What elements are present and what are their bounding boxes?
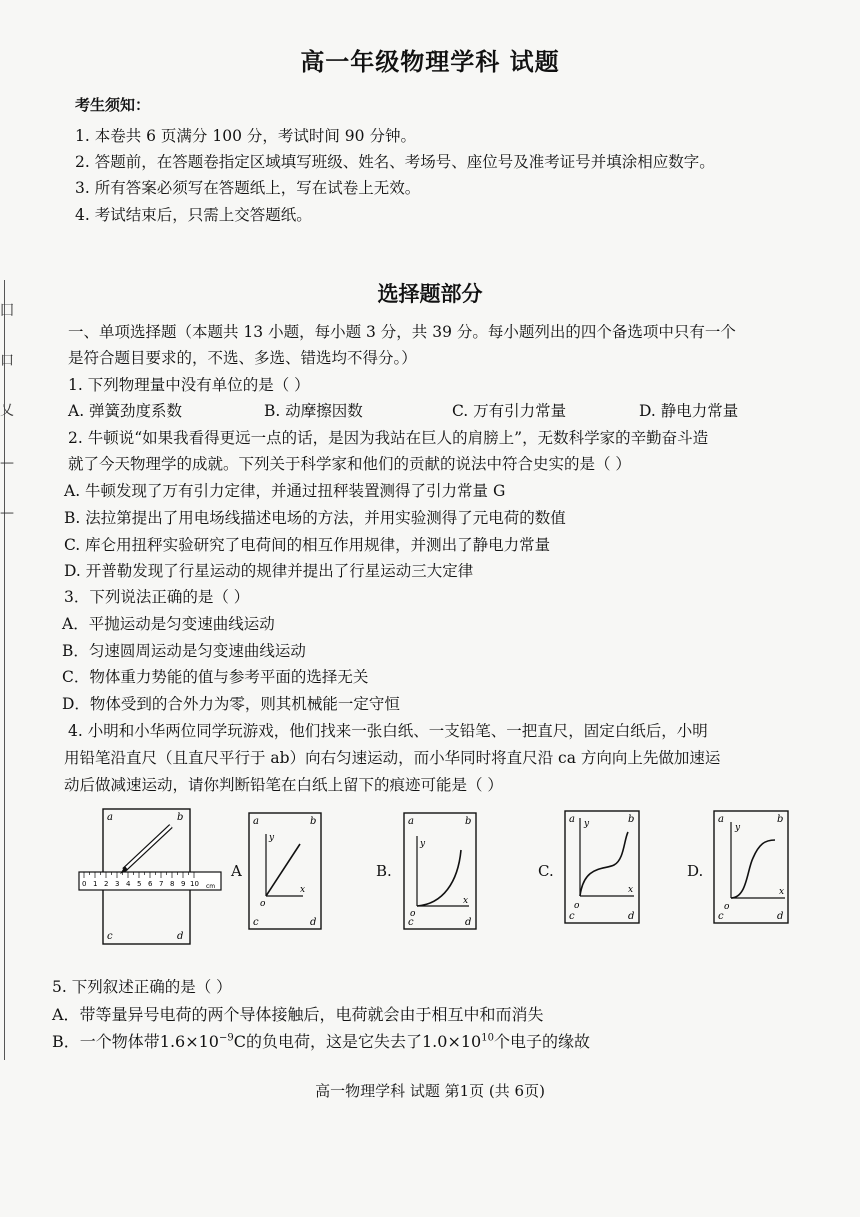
svg-text:y: y xyxy=(420,839,426,849)
svg-text:d: d xyxy=(777,911,784,922)
binding-margin-marks: 囗 口 乂 — — xyxy=(0,303,14,521)
svg-text:b: b xyxy=(628,814,635,825)
svg-text:y: y xyxy=(735,823,741,833)
option-a: A．带等量异号电荷的两个导体接触后，电荷就会由于相互中和而消失 xyxy=(52,1005,544,1024)
option-a: A. 牛顿发现了万有引力定律，并通过扭秤装置测得了引力常量 G xyxy=(64,482,506,500)
electron-count: $1.0\times 10^{10}$ xyxy=(422,1032,494,1051)
svg-text:4: 4 xyxy=(126,880,131,888)
svg-text:9: 9 xyxy=(181,880,186,888)
option-c-label: C. xyxy=(538,862,554,880)
svg-text:c: c xyxy=(107,931,113,942)
svg-text:d: d xyxy=(628,911,635,922)
svg-text:b: b xyxy=(177,812,184,823)
option-d-label: D. xyxy=(687,862,704,880)
svg-text:5: 5 xyxy=(137,880,142,888)
svg-text:a: a xyxy=(408,816,414,827)
question-2-stem: 就了今天物理学的成就。下列关于科学家和他们的贡献的说法中符合史实的是（ ） xyxy=(68,455,631,473)
option-a-label: A xyxy=(231,862,242,880)
trace-curve xyxy=(731,840,775,898)
option-b-figure xyxy=(403,812,477,930)
option-b: B. 动摩擦因数 xyxy=(264,402,363,420)
svg-text:d: d xyxy=(465,917,472,928)
svg-text:o: o xyxy=(724,902,730,912)
svg-text:d: d xyxy=(310,917,317,928)
svg-text:o: o xyxy=(574,901,580,911)
setup-figure xyxy=(76,806,226,948)
option-b: B．匀速圆周运动是匀变速曲线运动 xyxy=(62,642,306,660)
option-c-figure xyxy=(564,810,640,924)
svg-text:d: d xyxy=(177,931,184,942)
option-b: B. 法拉第提出了用电场线描述电场的方法，并用实验测得了元电荷的数值 xyxy=(64,509,566,527)
svg-text:o: o xyxy=(260,899,266,909)
svg-text:y: y xyxy=(584,819,590,829)
section-title: 选择题部分 xyxy=(377,282,483,306)
svg-text:x: x xyxy=(300,885,306,895)
charge-value: $1.6\times 10^{-9}C$ xyxy=(159,1032,246,1051)
notice-item: 3. 所有答案必须写在答题纸上，写在试卷上无效。 xyxy=(75,179,421,197)
svg-text:o: o xyxy=(410,909,416,919)
svg-text:8: 8 xyxy=(170,880,175,888)
notice-heading: 考生须知： xyxy=(75,96,151,114)
svg-text:a: a xyxy=(569,814,575,825)
pencil-icon xyxy=(120,826,171,874)
svg-text:c: c xyxy=(408,917,414,928)
notice-item: 4. 考试结束后，只需上交答题纸。 xyxy=(75,206,312,224)
svg-text:2: 2 xyxy=(104,880,109,888)
svg-text:a: a xyxy=(107,812,113,823)
option-d: D. 静电力常量 xyxy=(639,402,739,420)
question-5-stem: 5. 下列叙述正确的是（ ） xyxy=(52,978,232,996)
question-1-options xyxy=(68,399,788,421)
svg-text:7: 7 xyxy=(159,880,164,888)
svg-text:x: x xyxy=(463,896,469,906)
notice-item: 2. 答题前，在答题卷指定区域填写班级、姓名、考场号、座位号及准考证号并填涂相应数字。 xyxy=(75,153,715,171)
option-b: B．一个物体带$1.6\times 10^{-9}C$的负电荷，这是它失去了$1.0\times 10^{10}$个电子的缘故 xyxy=(52,1032,590,1051)
part-intro: 一、单项选择题（本题共 13 小题，每小题 3 分，共 39 分。每小题列出的四个备选项中只有一个 xyxy=(68,323,736,341)
svg-text:b: b xyxy=(777,814,784,825)
page-title: 高一年级物理学科 试题 xyxy=(300,48,560,76)
svg-text:y: y xyxy=(269,833,275,843)
svg-text:c: c xyxy=(718,911,724,922)
svg-text:6: 6 xyxy=(148,880,153,888)
svg-text:10: 10 xyxy=(190,880,199,888)
question-4-stem: 动后做减速运动，请你判断铅笔在白纸上留下的痕迹可能是（ ） xyxy=(64,776,503,794)
svg-text:b: b xyxy=(310,816,317,827)
option-d: D. 开普勒发现了行星运动的规律并提出了行星运动三大定律 xyxy=(64,562,474,580)
option-c: C．物体重力势能的值与参考平面的选择无关 xyxy=(62,668,369,686)
question-4-stem: 用铅笔沿直尺（且直尺平行于 ab）向右匀速运动，而小华同时将直尺沿 ca 方向向上先做加速运 xyxy=(64,749,721,767)
option-a: A．平抛运动是匀变速曲线运动 xyxy=(62,615,275,633)
svg-text:a: a xyxy=(718,814,724,825)
svg-text:a: a xyxy=(253,816,259,827)
question-4-stem: 4. 小明和小华两位同学玩游戏，他们找来一张白纸、一支铅笔、一把直尺，固定白纸后，小明 xyxy=(68,722,708,740)
notice-item: 1. 本卷共 6 页满分 100 分，考试时间 90 分钟。 xyxy=(75,127,416,145)
trace-curve xyxy=(417,850,461,906)
svg-text:cm: cm xyxy=(206,883,216,890)
option-b-label: B. xyxy=(376,862,392,880)
option-a-figure xyxy=(248,812,322,930)
svg-text:x: x xyxy=(628,885,634,895)
question-1-stem: 1. 下列物理量中没有单位的是（ ） xyxy=(68,376,310,394)
svg-text:0: 0 xyxy=(82,880,87,888)
option-d: D．物体受到的合外力为零，则其机械能一定守恒 xyxy=(62,695,400,713)
option-d-figure xyxy=(713,810,789,924)
svg-text:1: 1 xyxy=(93,880,98,888)
question-2-stem: 2. 牛顿说“如果我看得更远一点的话，是因为我站在巨人的肩膀上”，无数科学家的辛勤奋斗造 xyxy=(68,429,709,447)
option-a: A. 弹簧劲度系数 xyxy=(68,402,183,420)
svg-text:c: c xyxy=(569,911,575,922)
svg-text:3: 3 xyxy=(115,880,120,888)
svg-text:c: c xyxy=(253,917,259,928)
question-3-stem: 3．下列说法正确的是（ ） xyxy=(64,588,250,606)
svg-text:b: b xyxy=(465,816,472,827)
trace-curve xyxy=(580,832,628,896)
option-c: C. 库仑用扭秤实验研究了电荷间的相互作用规律，并测出了静电力常量 xyxy=(64,536,551,554)
part-intro: 是符合题目要求的，不选、多选、错选均不得分。） xyxy=(68,349,417,367)
trace-line xyxy=(266,844,300,896)
page-footer: 高一物理学科 试题 第1页 (共 6页) xyxy=(315,1082,545,1100)
option-c: C. 万有引力常量 xyxy=(452,402,567,420)
svg-text:x: x xyxy=(779,887,785,897)
